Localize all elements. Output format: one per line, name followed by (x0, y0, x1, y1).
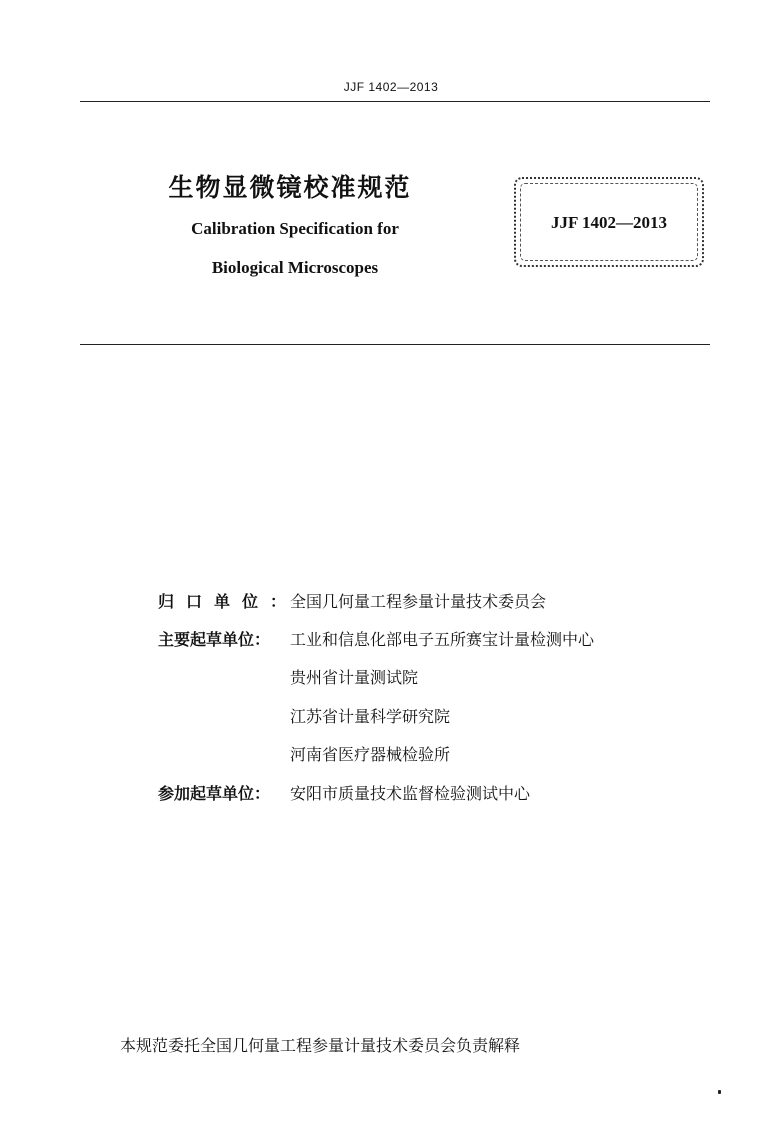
info-value: 全国几何量工程参量计量技术委员会 (290, 592, 547, 611)
title-chinese: 生物显微镜校准规范 (168, 173, 412, 202)
info-value: 贵州省计量测试院 (290, 668, 419, 687)
info-label: 主要起草单位： (158, 630, 271, 649)
info-value: 江苏省计量科学研究院 (290, 707, 451, 726)
info-label: 参加起草单位： (158, 784, 271, 803)
info-row-main-drafting-unit-2 (158, 665, 418, 688)
info-label: 归口单位： (158, 592, 299, 611)
scan-speck (718, 1090, 721, 1094)
info-value: 工业和信息化部电子五所赛宝计量检测中心 (290, 630, 595, 649)
info-row-main-drafting-unit-4 (158, 742, 450, 765)
title-english-line-1: Calibration Specification for (191, 219, 399, 238)
info-value: 安阳市质量技术监督检验测试中心 (290, 784, 531, 803)
info-row-main-drafting-unit (158, 627, 594, 650)
info-row-main-drafting-unit-3 (158, 704, 450, 727)
code-frame-text: JJF 1402—2013 (550, 213, 667, 232)
title-section-rule (80, 344, 710, 345)
info-row-participating-drafting-unit (158, 781, 530, 804)
header-document-code: JJF 1402—2013 (343, 80, 439, 94)
info-row-responsible-unit (158, 589, 546, 612)
info-value: 河南省医疗器械检验所 (290, 745, 451, 764)
title-english-line-2: Biological Microscopes (211, 258, 379, 277)
header-rule (80, 101, 710, 102)
interpretation-note: 本规范委托全国几何量工程参量计量技术委员会负责解释 (120, 1036, 521, 1055)
